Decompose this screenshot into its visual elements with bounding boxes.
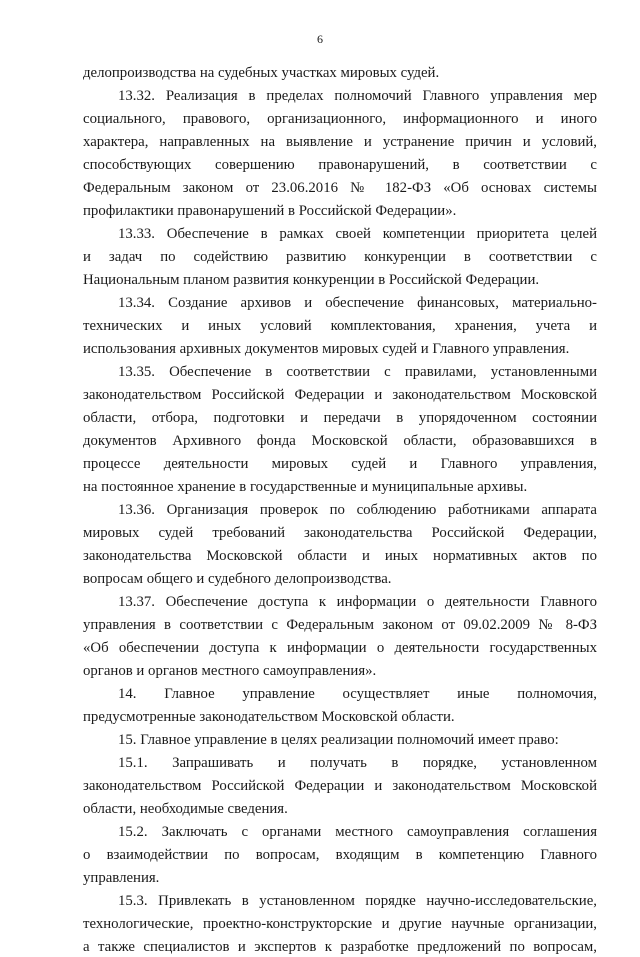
text-line: технологические, проектно-конструкторские и другие научные организации,	[83, 916, 597, 932]
text-line: а также специалистов и экспертов к разработке предложений по вопросам,	[83, 939, 597, 955]
text-line: области, отбора, подготовки и передачи в упорядоченном состоянии	[83, 410, 597, 426]
text-line: Национальным планом развития конкуренции в Российской Федерации.	[83, 272, 540, 288]
text-line: области, необходимые сведения.	[83, 801, 288, 817]
text-line: 13.34. Создание архивов и обеспечение финансовых, материально-	[118, 295, 597, 311]
text-line: органов и органов местного самоуправления».	[83, 663, 377, 679]
text-line: мировых судей требований законодательства Российской Федерации,	[83, 525, 597, 541]
page-number: 6	[317, 32, 323, 46]
text-line: характера, направленных на выявление и устранение причин и условий,	[83, 134, 597, 150]
text-line: профилактики правонарушений в Российской Федерации».	[83, 203, 457, 219]
text-line: на постоянное хранение в государственные и муниципальные архивы.	[83, 479, 528, 495]
text-line: вопросам общего и судебного делопроизводства.	[83, 571, 392, 587]
text-line: 15.1. Запрашивать и получать в порядке, установленном	[118, 755, 597, 771]
text-line: 13.35. Обеспечение в соответствии с правилами, установленными	[118, 364, 597, 380]
text-line: о взаимодействии по вопросам, входящим в компетенцию Главного	[83, 847, 597, 863]
text-line: управления.	[83, 870, 160, 886]
text-line: и задач по содействию развитию конкуренции в соответствии с	[83, 249, 597, 265]
text-line: законодательством Российской Федерации и законодательством Московской	[83, 387, 597, 403]
text-line: способствующих совершению правонарушений, в соответствии с	[83, 157, 597, 173]
text-line: процессе деятельности мировых судей и Главного управления,	[83, 456, 597, 472]
text-line: использования архивных документов мировых судей и Главного управления.	[83, 341, 570, 357]
text-line: 13.37. Обеспечение доступа к информации о деятельности Главного	[118, 594, 597, 610]
text-line: социального, правового, организационного, информационного и иного	[83, 111, 597, 127]
text-line: Федеральным законом от 23.06.2016 № 182-ФЗ «Об основах системы	[83, 180, 597, 196]
text-line: 13.32. Реализация в пределах полномочий Главного управления мер	[118, 88, 597, 104]
text-line: 15. Главное управление в целях реализации полномочий имеет право:	[118, 732, 559, 748]
text-line: 13.33. Обеспечение в рамках своей компетенции приоритета целей	[118, 226, 597, 242]
text-line: технических и иных условий комплектования, хранения, учета и	[83, 318, 597, 334]
text-line: законодательства Московской области и иных нормативных актов по	[83, 548, 597, 564]
text-line: 15.2. Заключать с органами местного самоуправления соглашения	[118, 824, 597, 840]
text-line: «Об обеспечении доступа к информации о деятельности государственных	[83, 640, 597, 656]
text-line: 13.36. Организация проверок по соблюдению работниками аппарата	[118, 502, 597, 518]
text-line: документов Архивного фонда Московской области, образовавшихся в	[83, 433, 597, 449]
text-line: 15.3. Привлекать в установленном порядке научно-исследовательские,	[118, 893, 597, 909]
text-line: управления в соответствии с Федеральным законом от 09.02.2009 № 8-ФЗ	[83, 617, 597, 633]
text-line: предусмотренные законодательством Московской области.	[83, 709, 455, 725]
text-line: законодательством Российской Федерации и законодательством Московской	[83, 778, 597, 794]
text-line: делопроизводства на судебных участках мировых судей.	[83, 65, 440, 81]
text-line: 14. Главное управление осуществляет иные полномочия,	[118, 686, 597, 702]
